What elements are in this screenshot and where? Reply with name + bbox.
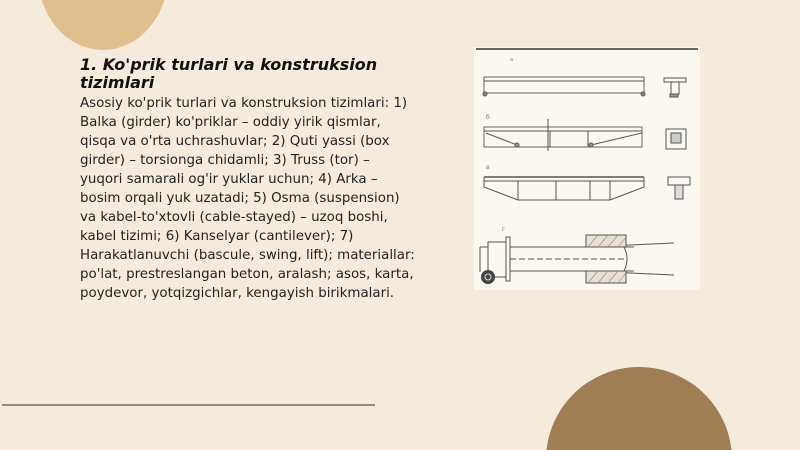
bridge-technical-drawing [474, 47, 700, 290]
svg-text:б: б [486, 114, 490, 121]
svg-text:г: г [502, 226, 506, 233]
svg-text:в: в [486, 164, 490, 171]
decorative-circle-bottom [546, 367, 732, 450]
decorative-circle-top [38, 0, 168, 50]
divider-line [2, 404, 375, 406]
slide-body-text: Asosiy ko'prik turlari va konstruksion tizimlari: 1) Balka (girder) ko'priklar – oddiy yirik qismlar, qisqa va o'rta uchrashuvlar; 2) Quti yassi (box girder) – torsionga chidamli; 3) Truss (tor) – yuqori samarali og'ir yuklar uchun; 4) Arka – bosim orqali yuk uzatadi; 5) Osma (suspension) va kabel-to'xtovli (cable-stayed) – uzoq boshi, kabel tizimi; 6) Kanselyar (cantilever); 7) Harakatlanuvchi (bascule, swing, lift); materiallar: po'lat, prestreslangan beton, aralash; asos, karta, poydevor, yotqizgichlar, kengayish birikmalari. [80, 96, 415, 301]
svg-text:a: a [510, 57, 514, 63]
slide-title: 1. Ko'prik turlari va konstruksion tizimlari [80, 55, 378, 92]
